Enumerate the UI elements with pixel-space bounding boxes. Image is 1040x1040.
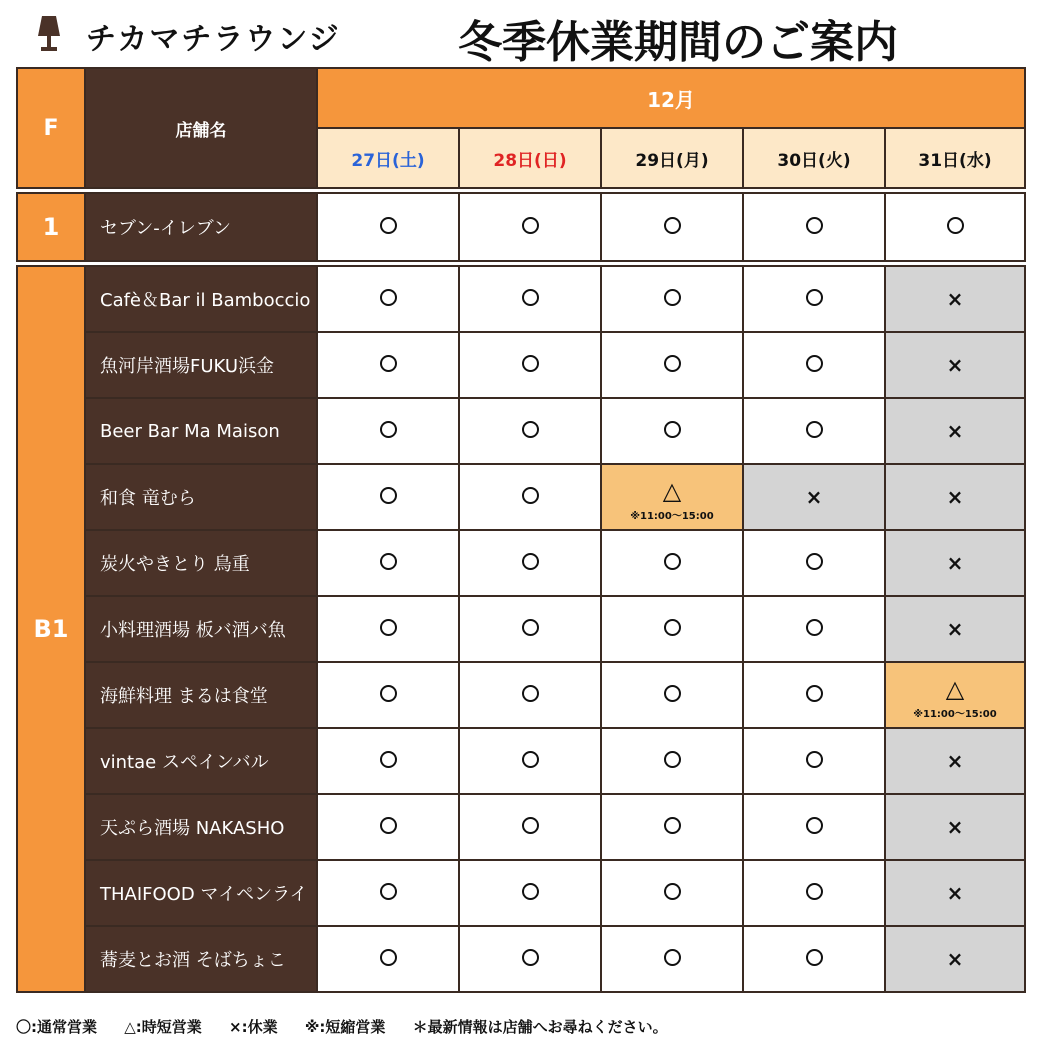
day-header: 28日(日) <box>459 128 601 188</box>
open-circle-icon <box>522 751 539 768</box>
status-cell <box>459 860 601 926</box>
status-cell <box>743 266 885 332</box>
status-cell <box>885 728 1025 794</box>
table-row <box>17 596 1025 662</box>
status-cell <box>459 926 601 992</box>
open-circle-icon <box>522 289 539 306</box>
status-cell <box>317 530 459 596</box>
closed-x-icon: × <box>946 815 964 839</box>
status-cell <box>743 860 885 926</box>
page-header <box>0 0 1040 66</box>
status-cell <box>459 728 601 794</box>
status-cell <box>601 662 743 728</box>
status-cell <box>885 464 1025 530</box>
store-name: THAIFOOD マイペンライ <box>85 860 317 926</box>
legend-note: ＊最新情報は店舗へお尋ねください。 <box>412 1018 668 1036</box>
status-cell <box>459 266 601 332</box>
open-circle-icon <box>522 949 539 966</box>
open-circle-icon <box>522 487 539 504</box>
open-circle-icon <box>806 421 823 438</box>
store-name: 海鮮料理 まるは食堂 <box>85 662 317 728</box>
open-circle-icon <box>664 553 681 570</box>
short-hours-triangle-icon: △ <box>662 476 682 505</box>
status-cell <box>317 794 459 860</box>
schedule-table <box>16 67 1026 993</box>
open-circle-icon <box>664 883 681 900</box>
closed-x-icon: × <box>946 749 964 773</box>
store-name: Beer Bar Ma Maison <box>85 398 317 464</box>
status-cell <box>317 266 459 332</box>
open-circle-icon <box>806 355 823 372</box>
short-hours-note: ※11:00〜15:00 <box>630 510 714 522</box>
status-cell <box>885 398 1025 464</box>
open-circle-icon <box>806 217 823 234</box>
short-hours-triangle-icon: △ <box>945 674 965 703</box>
closed-x-icon: × <box>946 617 964 641</box>
status-cell <box>601 926 743 992</box>
table-row <box>17 332 1025 398</box>
open-circle-icon <box>380 949 397 966</box>
store-name: 魚河岸酒場FUKU浜金 <box>85 332 317 398</box>
open-circle-icon <box>806 949 823 966</box>
table-row <box>17 398 1025 464</box>
open-circle-icon <box>380 619 397 636</box>
table-row <box>17 794 1025 860</box>
status-cell <box>885 926 1025 992</box>
open-circle-icon <box>522 217 539 234</box>
closed-x-icon: × <box>946 881 964 905</box>
schedule-body <box>17 188 1025 992</box>
status-cell <box>743 193 885 261</box>
store-name: 炭火やきとり 鳥重 <box>85 530 317 596</box>
open-circle-icon <box>806 883 823 900</box>
status-cell <box>743 530 885 596</box>
open-circle-icon <box>806 817 823 834</box>
status-cell <box>743 464 885 530</box>
open-circle-icon <box>522 421 539 438</box>
open-circle-icon <box>806 751 823 768</box>
day-header: 29日(月) <box>601 128 743 188</box>
status-cell <box>459 662 601 728</box>
status-cell <box>317 728 459 794</box>
status-cell <box>317 398 459 464</box>
status-cell <box>601 266 743 332</box>
day-header: 30日(火) <box>743 128 885 188</box>
floor-column-header: F <box>17 68 85 188</box>
open-circle-icon <box>380 421 397 438</box>
closed-x-icon: × <box>805 485 823 509</box>
month-header: 12月 <box>317 68 1025 128</box>
page-title: 冬季休業期間のご案内 <box>458 17 898 68</box>
store-name: 和食 竜むら <box>85 464 317 530</box>
store-name: 蕎麦とお酒 そばちょこ <box>85 926 317 992</box>
status-cell <box>601 464 743 530</box>
open-circle-icon <box>380 751 397 768</box>
table-row <box>17 530 1025 596</box>
status-cell <box>459 398 601 464</box>
status-cell <box>459 530 601 596</box>
closed-x-icon: × <box>946 947 964 971</box>
status-cell <box>601 728 743 794</box>
status-cell <box>601 332 743 398</box>
open-circle-icon <box>522 883 539 900</box>
open-circle-icon <box>947 217 964 234</box>
open-circle-icon <box>664 289 681 306</box>
store-column-header: 店舗名 <box>85 68 317 188</box>
legend-abbr: ※:短縮営業 <box>304 1018 386 1036</box>
status-cell <box>743 398 885 464</box>
status-cell <box>885 530 1025 596</box>
table-row <box>17 266 1025 332</box>
status-cell <box>743 662 885 728</box>
legend-closed: ×:休業 <box>229 1018 278 1036</box>
open-circle-icon <box>664 817 681 834</box>
status-cell <box>317 926 459 992</box>
table-row <box>17 860 1025 926</box>
open-circle-icon <box>664 355 681 372</box>
floor-label: B1 <box>17 266 85 992</box>
status-cell <box>317 596 459 662</box>
store-name: セブン-イレブン <box>85 193 317 261</box>
open-circle-icon <box>380 883 397 900</box>
legend <box>16 1016 690 1037</box>
open-circle-icon <box>522 553 539 570</box>
store-name: 天ぷら酒場 NAKASHO <box>85 794 317 860</box>
open-circle-icon <box>380 217 397 234</box>
status-cell <box>885 860 1025 926</box>
closed-x-icon: × <box>946 551 964 575</box>
status-cell <box>601 193 743 261</box>
open-circle-icon <box>380 289 397 306</box>
table-row <box>17 926 1025 992</box>
status-cell <box>743 596 885 662</box>
open-circle-icon <box>664 685 681 702</box>
open-circle-icon <box>522 817 539 834</box>
status-cell <box>601 530 743 596</box>
legend-open: 〇:通常営業 <box>16 1018 97 1036</box>
status-cell <box>743 794 885 860</box>
store-name: Cafè＆Bar il Bamboccio <box>85 266 317 332</box>
closed-x-icon: × <box>946 353 964 377</box>
status-cell <box>601 596 743 662</box>
status-cell <box>317 662 459 728</box>
status-cell <box>317 464 459 530</box>
status-cell <box>885 794 1025 860</box>
table-row <box>17 464 1025 530</box>
status-cell <box>601 794 743 860</box>
status-cell <box>885 193 1025 261</box>
open-circle-icon <box>380 685 397 702</box>
status-cell <box>601 398 743 464</box>
table-row <box>17 193 1025 261</box>
open-circle-icon <box>380 487 397 504</box>
open-circle-icon <box>522 685 539 702</box>
status-cell <box>317 332 459 398</box>
open-circle-icon <box>664 619 681 636</box>
open-circle-icon <box>806 685 823 702</box>
table-row <box>17 728 1025 794</box>
day-header: 27日(土) <box>317 128 459 188</box>
status-cell <box>885 266 1025 332</box>
open-circle-icon <box>806 619 823 636</box>
open-circle-icon <box>380 553 397 570</box>
status-cell <box>459 464 601 530</box>
legend-short: △:時短営業 <box>124 1018 202 1036</box>
open-circle-icon <box>664 421 681 438</box>
status-cell <box>317 860 459 926</box>
status-cell <box>885 332 1025 398</box>
status-cell <box>885 596 1025 662</box>
status-cell <box>743 728 885 794</box>
status-cell <box>743 332 885 398</box>
store-name: 小料理酒場 板バ酒バ魚 <box>85 596 317 662</box>
closed-x-icon: × <box>946 287 964 311</box>
status-cell <box>459 596 601 662</box>
open-circle-icon <box>522 355 539 372</box>
status-cell <box>601 860 743 926</box>
status-cell <box>459 193 601 261</box>
short-hours-note: ※11:00〜15:00 <box>913 708 997 720</box>
open-circle-icon <box>806 289 823 306</box>
open-circle-icon <box>806 553 823 570</box>
status-cell <box>885 662 1025 728</box>
open-circle-icon <box>664 217 681 234</box>
status-cell <box>459 332 601 398</box>
closed-x-icon: × <box>946 419 964 443</box>
store-name: vintae スペインバル <box>85 728 317 794</box>
floor-label: 1 <box>17 193 85 261</box>
open-circle-icon <box>380 355 397 372</box>
status-cell <box>317 193 459 261</box>
day-header: 31日(水) <box>885 128 1025 188</box>
status-cell <box>459 794 601 860</box>
table-row <box>17 662 1025 728</box>
status-cell <box>743 926 885 992</box>
brand-name: チカマチラウンジ <box>86 22 341 57</box>
open-circle-icon <box>664 751 681 768</box>
open-circle-icon <box>380 817 397 834</box>
closed-x-icon: × <box>946 485 964 509</box>
open-circle-icon <box>664 949 681 966</box>
open-circle-icon <box>522 619 539 636</box>
lamp-icon <box>36 14 62 52</box>
